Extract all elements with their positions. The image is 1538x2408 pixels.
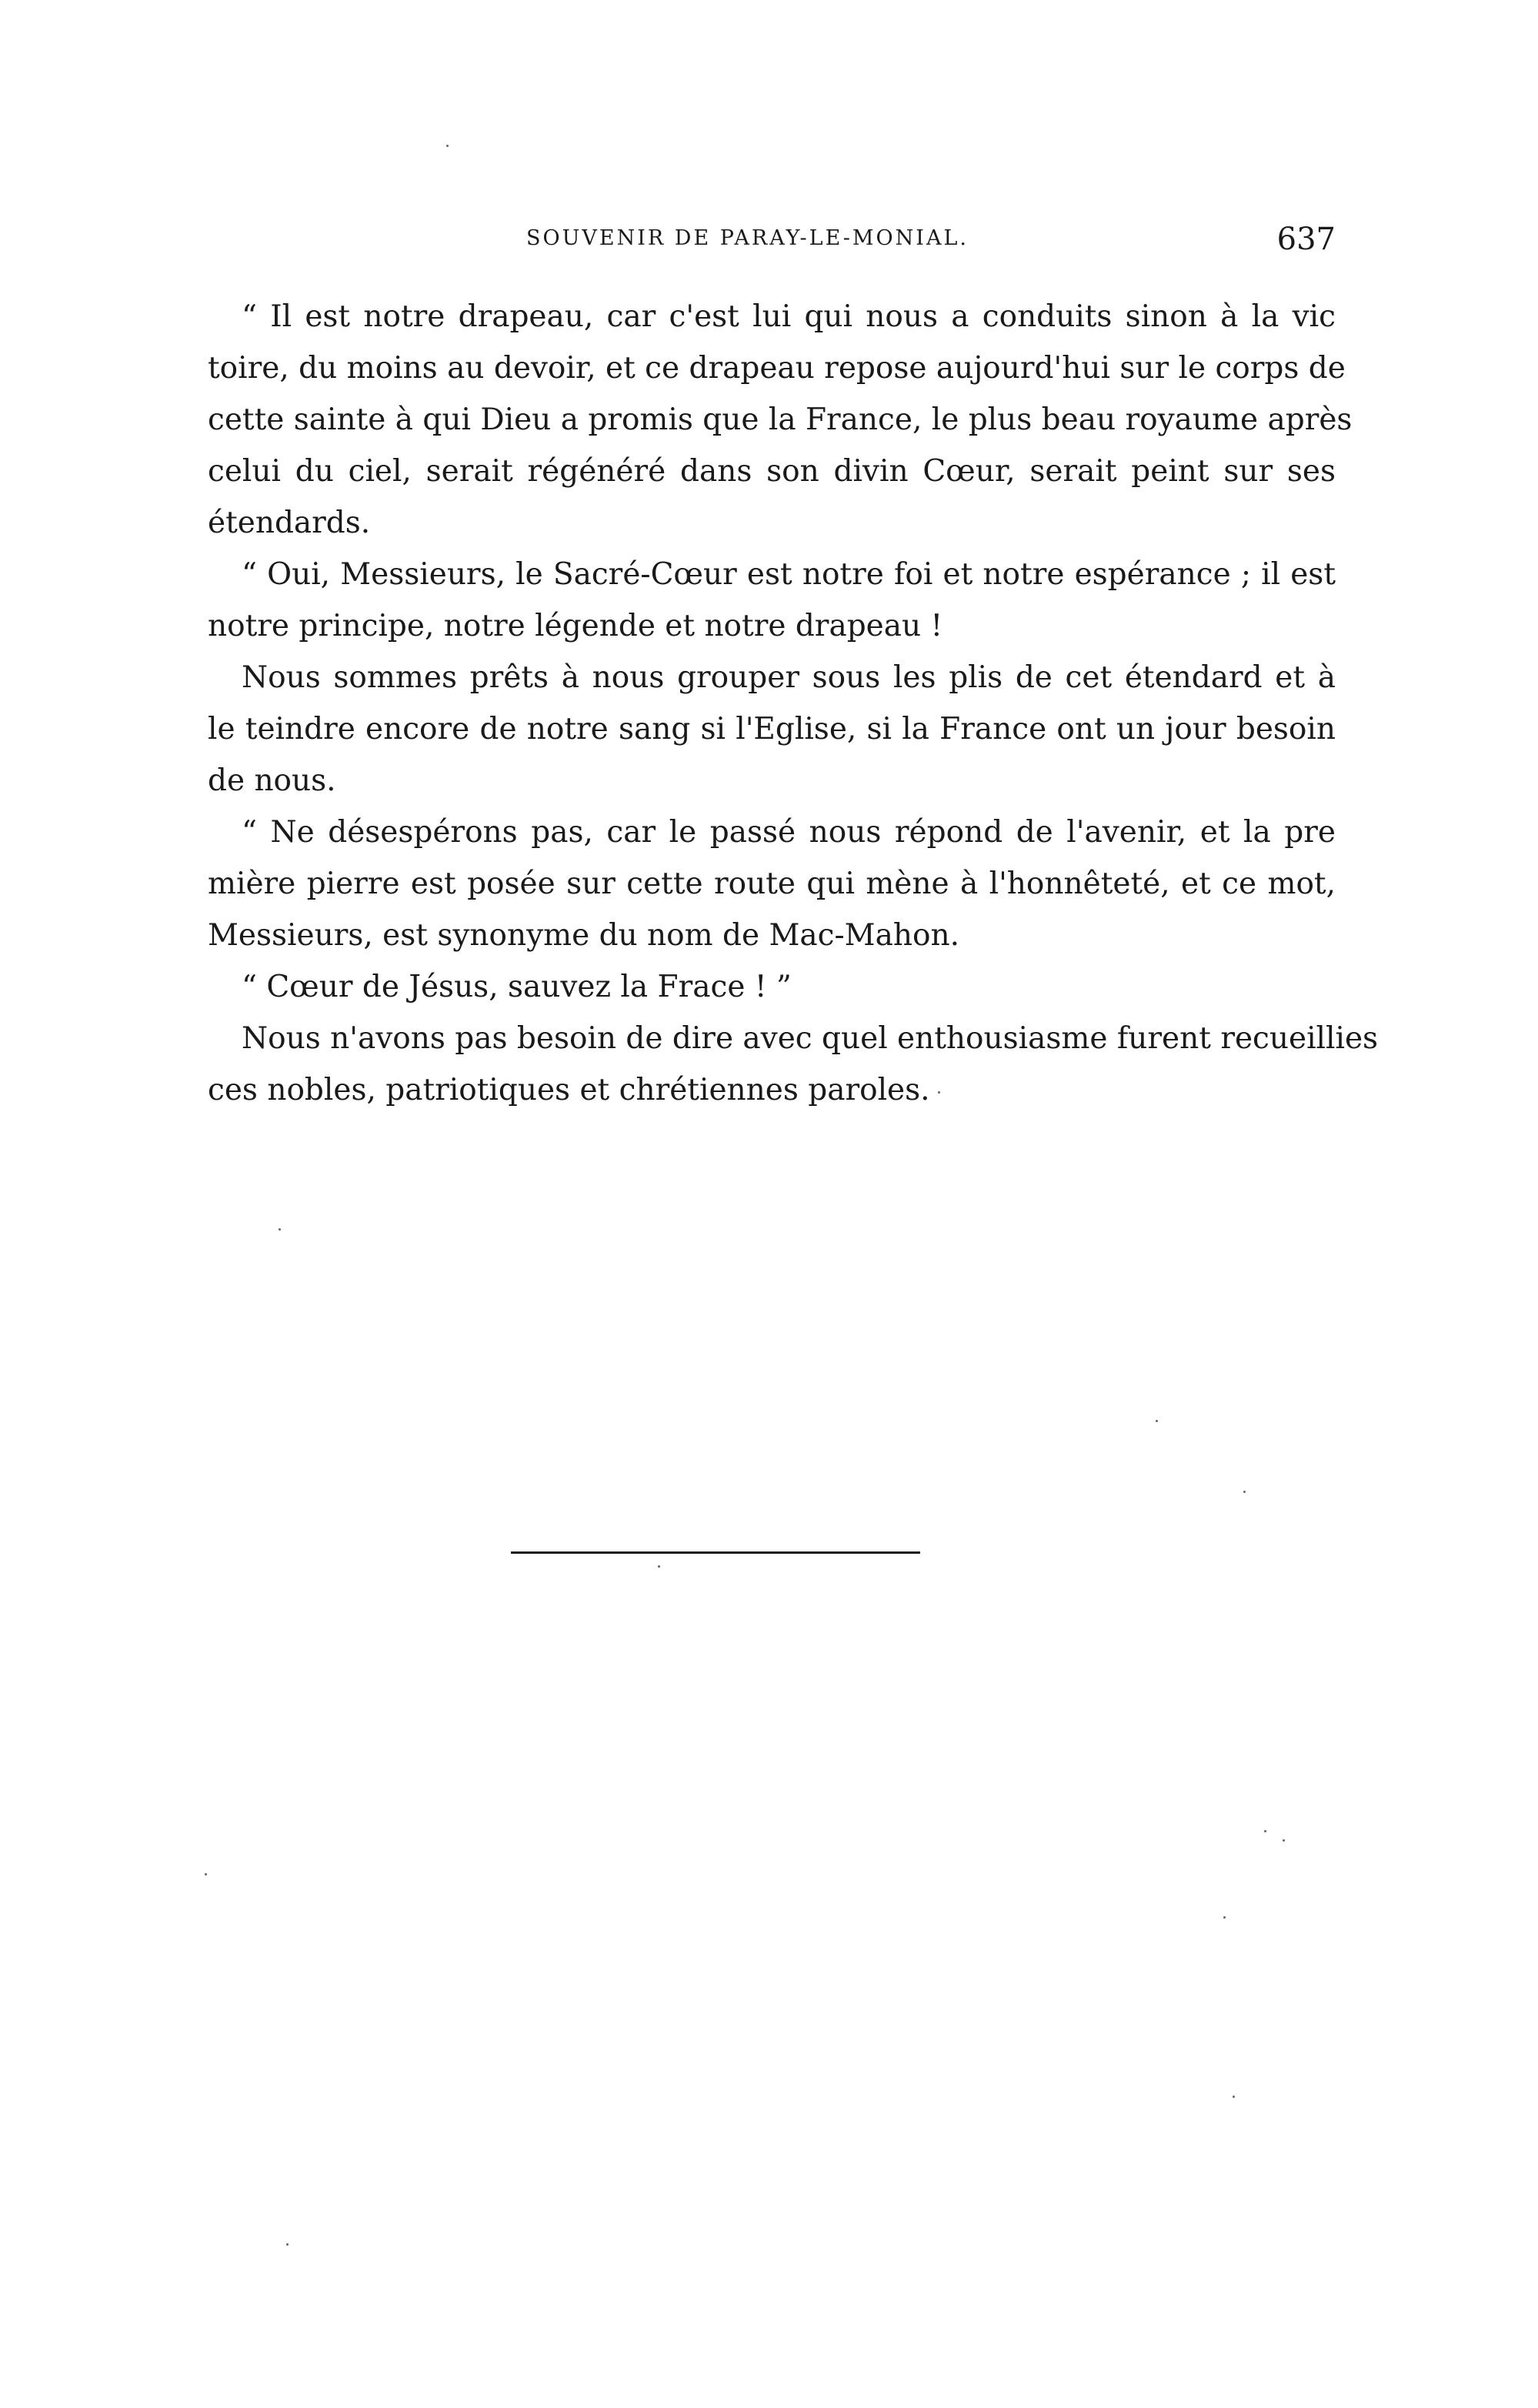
text-line: Nous sommes prêts à nous grouper sous les plis de cet étendard et à [242, 660, 1336, 695]
paper-speck [938, 1091, 940, 1094]
paper-speck [1156, 1420, 1158, 1422]
text-line: notre principe, notre légende et notre drapeau ! [208, 609, 943, 643]
running-header [208, 222, 1336, 268]
text-line: Nous n'avons pas besoin de dire avec quel enthousiasme furent recueillies [242, 1021, 1379, 1056]
paper-speck [1223, 1916, 1226, 1919]
paper-speck [1233, 2096, 1235, 2098]
section-end-rule [511, 1551, 920, 1554]
paper-speck [658, 1565, 660, 1568]
paper-speck [286, 2243, 289, 2246]
body-text [208, 291, 1379, 1116]
paper-speck [1264, 1830, 1266, 1832]
paper-speck [279, 1228, 281, 1231]
text-line: cette sainte à qui Dieu a promis que la France, le plus beau royaume après [208, 402, 1353, 437]
paper-speck [1243, 1491, 1246, 1493]
text-line: “ Cœur de Jésus, sauvez la Frace ! ” [242, 970, 792, 1004]
paper-speck [446, 145, 449, 147]
text-line: “ Il est notre drapeau, car c'est lui qui nous a conduits sinon à la vic [242, 299, 1336, 334]
paper-speck [205, 1873, 207, 1875]
paper-speck [1283, 1839, 1285, 1842]
text-line: “ Ne désespérons pas, car le passé nous répond de l'avenir, et la pre [242, 815, 1336, 850]
text-line: étendards. [208, 506, 371, 540]
page-number: 637 [1276, 222, 1336, 257]
running-title: SOUVENIR DE PARAY-LE-MONIAL. [526, 226, 969, 250]
text-line: mière pierre est posée sur cette route qui mène à l'honnêteté, et ce mot, [208, 867, 1336, 901]
text-line: ces nobles, patriotiques et chrétiennes paroles. [208, 1073, 930, 1107]
text-line: de nous. [208, 763, 336, 798]
text-line: toire, du moins au devoir, et ce drapeau repose aujourd'hui sur le corps de [208, 351, 1346, 386]
text-line: celui du ciel, serait régénéré dans son divin Cœur, serait peint sur ses [208, 454, 1336, 489]
text-line: le teindre encore de notre sang si l'Eglise, si la France ont un jour besoin [208, 712, 1336, 746]
text-line: Messieurs, est synonyme du nom de Mac-Mahon. [208, 918, 959, 953]
text-line: “ Oui, Messieurs, le Sacré-Cœur est notre foi et notre espérance ; il est [242, 557, 1336, 592]
